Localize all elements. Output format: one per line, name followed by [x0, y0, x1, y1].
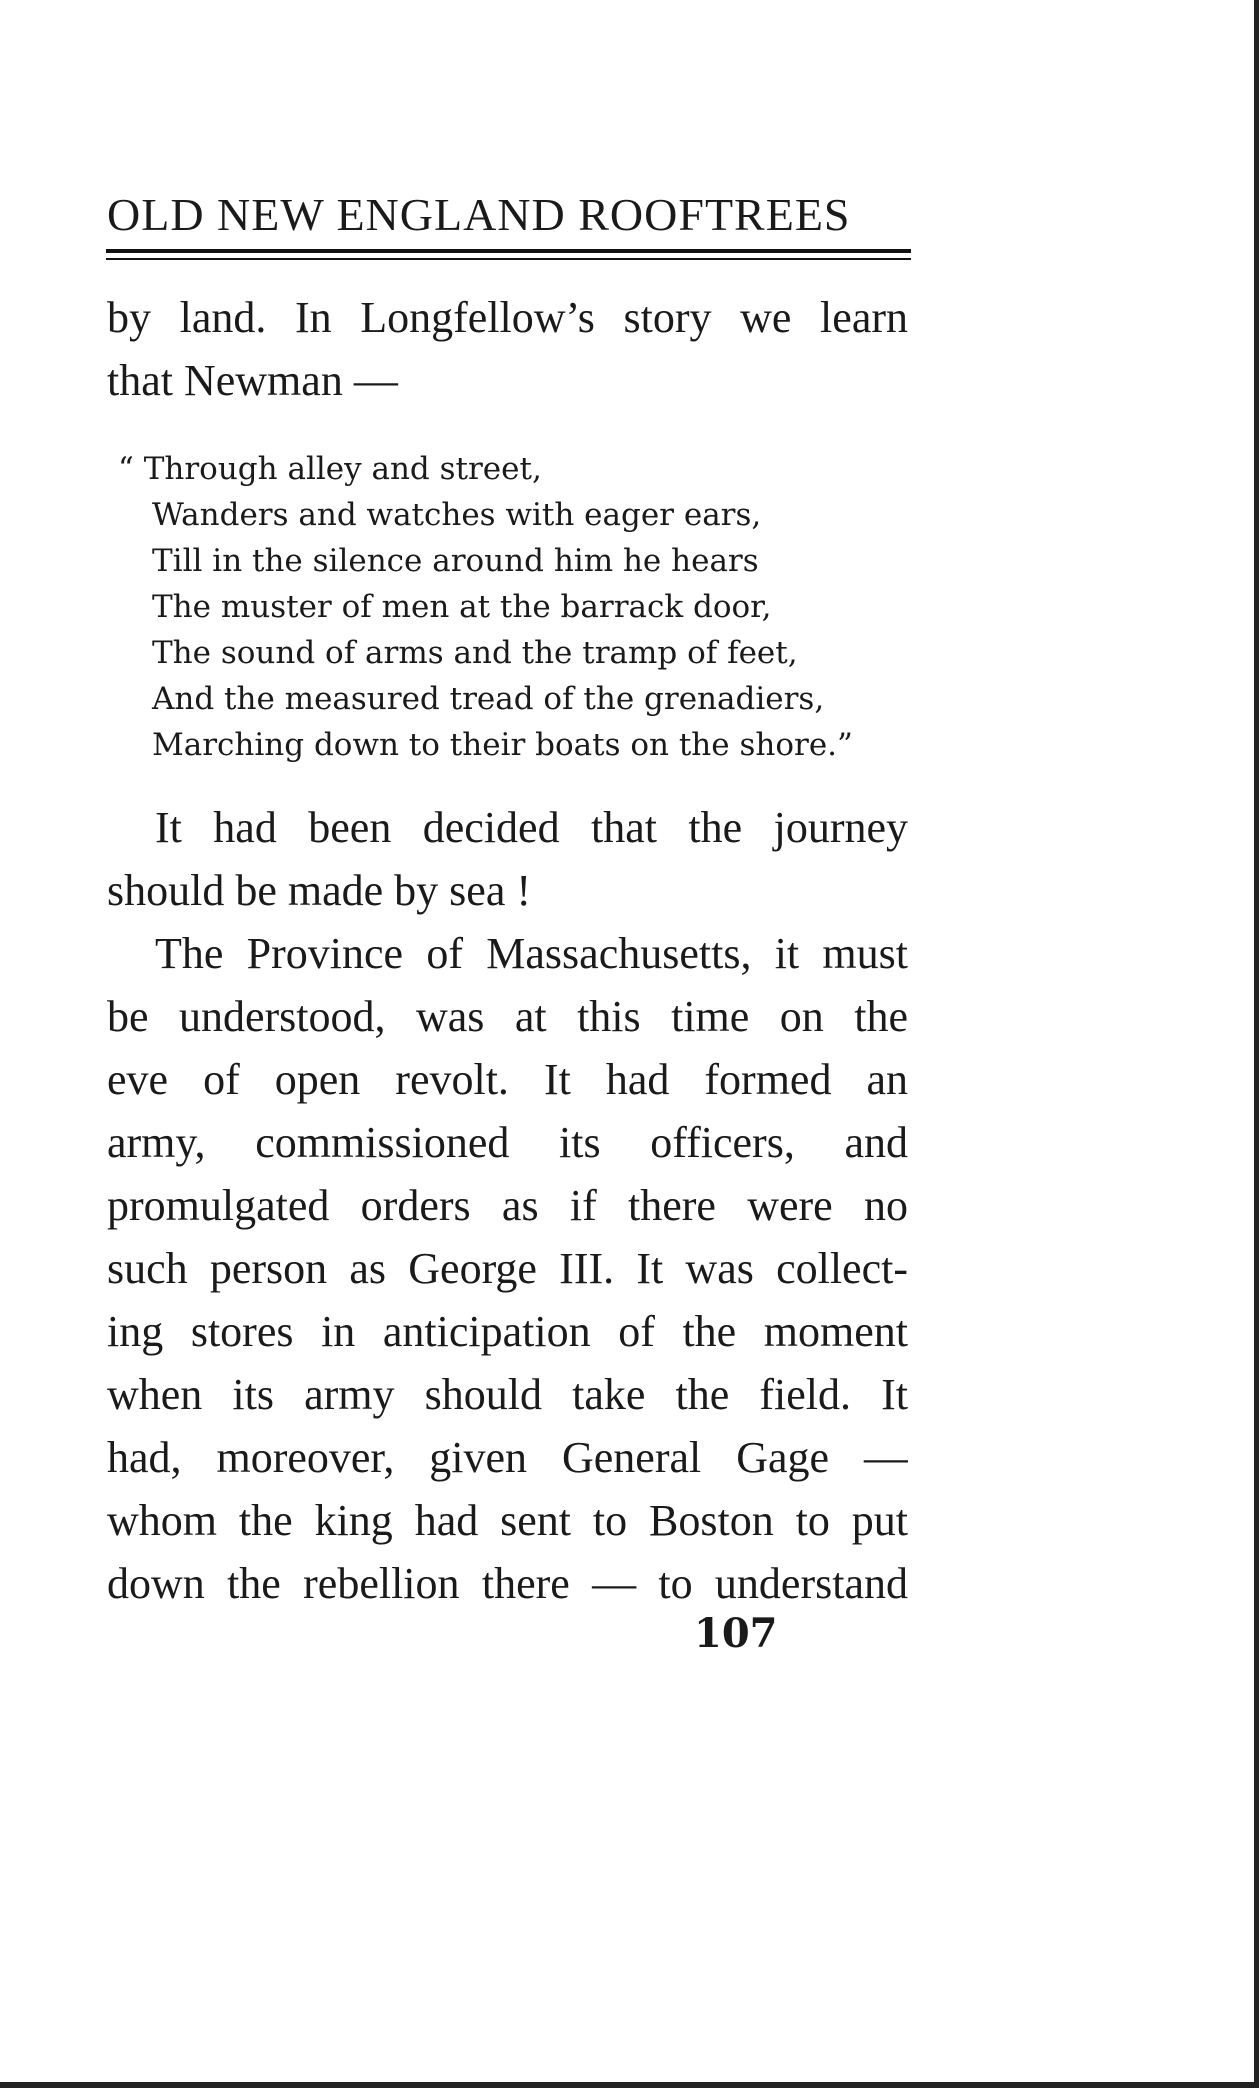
verse-line: Wanders and watches with eager ears, [152, 497, 762, 533]
verse-line: And the measured tread of the grenadiers, [152, 681, 825, 717]
verse-line: Marching down to their boats on the shore.” [152, 727, 853, 763]
text-line: that Newman — [107, 356, 398, 405]
page-number: 107 [694, 1610, 778, 1657]
paragraph-2 [107, 796, 908, 922]
header-rule-thin [106, 258, 911, 260]
verse-line: The muster of men at the barrack door, [152, 589, 772, 625]
text-line: when its army should take the field. It [107, 1370, 908, 1419]
verse-quotation [118, 446, 853, 768]
text-line: be understood, was at this time on the [107, 992, 908, 1041]
text-line: promulgated orders as if there were no [107, 1181, 908, 1230]
text-line: eve of open revolt. It had formed an [107, 1055, 908, 1104]
text-line: army, commissioned its officers, and [107, 1118, 908, 1167]
verse-line: The sound of arms and the tramp of feet, [152, 635, 798, 671]
paragraph-3 [107, 922, 908, 1615]
verse-line: “ Through alley and street, [118, 451, 542, 487]
verse-line: Till in the silence around him he hears [152, 543, 759, 579]
text-line: down the rebellion there — to understand [107, 1559, 908, 1608]
text-line: had, moreover, given General Gage — [107, 1433, 908, 1482]
header-rule-thick [106, 249, 911, 253]
text-line: The Province of Massachusetts, it must [155, 929, 908, 978]
text-line: by land. In Longfellow’s story we learn [107, 293, 908, 342]
text-line: whom the king had sent to Boston to put [107, 1496, 908, 1545]
text-line: should be made by sea ! [107, 866, 531, 915]
paragraph-1 [107, 286, 908, 412]
running-head: OLD NEW ENGLAND ROOFTREES [107, 189, 851, 240]
page-edge-right [1254, 0, 1259, 2088]
page-edge-bottom [0, 2082, 1259, 2088]
text-line: It had been decided that the journey [155, 803, 908, 852]
text-line: such person as George III. It was collect- [107, 1244, 908, 1293]
text-line: ing stores in anticipation of the moment [107, 1307, 908, 1356]
